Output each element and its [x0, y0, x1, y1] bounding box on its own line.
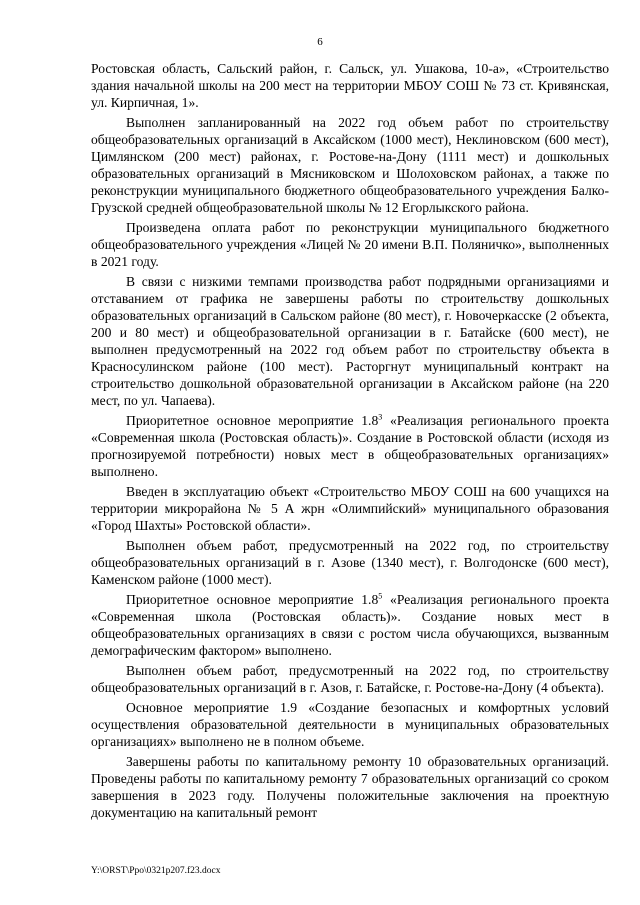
paragraph: Выполнен объем работ, предусмотренный на 2022 год, по строительству общеобразовательных организаций в г. Азове (1340 мест), г. Волгодонске (600 мест), Каменском районе (1000 мест). [91, 538, 609, 587]
paragraph: Произведена оплата работ по реконструкции муниципального бюджетного общеобразовательного учреждения «Лицей № 20 имени В.П. Поляничко», выполненных в 2021 году. [91, 220, 609, 269]
paragraph [91, 412, 609, 480]
document-body [91, 60, 609, 824]
paragraph-text: «Реализация регионального проекта «Современная школа (Ростовская область)». Создание в Ростовской области (исходя из прогнозируемой потребности) новых мест в общеобразовательных организациях» выполнено. [91, 413, 609, 479]
paragraph: Ростовская область, Сальский район, г. Сальск, ул. Ушакова, 10-а», «Строительство здания начальной школы на 200 мест на территории МБОУ СОШ № 73 ст. Кривянская, ул. Кирпичная, 1». [91, 61, 609, 110]
paragraph-text: Приоритетное основное мероприятие 1.8 [126, 413, 379, 428]
paragraph: Выполнен объем работ, предусмотренный на 2022 год, по строительству общеобразовательных организаций в г. Азов, г. Батайске, г. Ростове-на-Дону (4 объекта). [91, 663, 609, 695]
paragraph-text: «Реализация регионального проекта «Современная школа (Ростовская область)». Создание новых мест в общеобразовательных организациях в связи с ростом числа обучающихся, вызванным демографическим фактором» выполнено. [91, 592, 609, 658]
paragraph: Выполнен запланированный на 2022 год объем работ по строительству общеобразовательных организаций в Аксайском (1000 мест), Неклиновском (600 мест), Цимлянском (200 мест) районах, г. Ростове-на-Дону (1111 мест) и дошкольных образовательных организаций в Мясниковском и Шолоховском районах, а также по реконструкции муниципального бюджетного общеобразовательного учреждения Балко-Грузской средней общеобразовательной школы № 12 Егорлыкского района. [91, 115, 609, 215]
file-path-footer: Y:\ORST\Ppo\0321p207.f23.docx [91, 866, 221, 876]
paragraph: Введен в эксплуатацию объект «Строительство МБОУ СОШ на 600 учащихся на территории микрорайона № 5 А жрн «Олимпийский» муниципального образования «Город Шахты» Ростовской области». [91, 484, 609, 533]
paragraph: Завершены работы по капитальному ремонту 10 образовательных организаций. Проведены работы по капитальному ремонту 7 образовательных организаций со сроком завершения в 2023 году. Получены положительные заключения на проектную документацию на капитальный ремонт [91, 754, 609, 820]
page-number: 6 [317, 36, 323, 48]
paragraph: Основное мероприятие 1.9 «Создание безопасных и комфортных условий осуществления образовательной деятельности в муниципальных образовательных организациях» выполнено не в полном объеме. [91, 700, 609, 749]
footnote-ref: 5 [378, 591, 383, 601]
paragraph: В связи с низкими темпами производства работ подрядными организациями и отставанием от графика не завершены работы по строительству дошкольных образовательных организаций в Сальском районе (80 мест), г. Новочеркасске (2 объекта, 200 и 80 мест) и общеобразовательной организации в г. Батайске (600 мест), не выполнен предусмотренный на 2022 год объем работ по строительству объекта в Красносулинском районе (100 мест). Расторгнут муниципальный контракт на строительство дошкольной образовательной организации в Аксайском районе (на 220 мест, по ул. Чапаева). [91, 274, 609, 408]
paragraph [91, 591, 609, 659]
paragraph-text: Приоритетное основное мероприятие 1.8 [126, 592, 379, 607]
footnote-ref: 3 [378, 412, 383, 422]
